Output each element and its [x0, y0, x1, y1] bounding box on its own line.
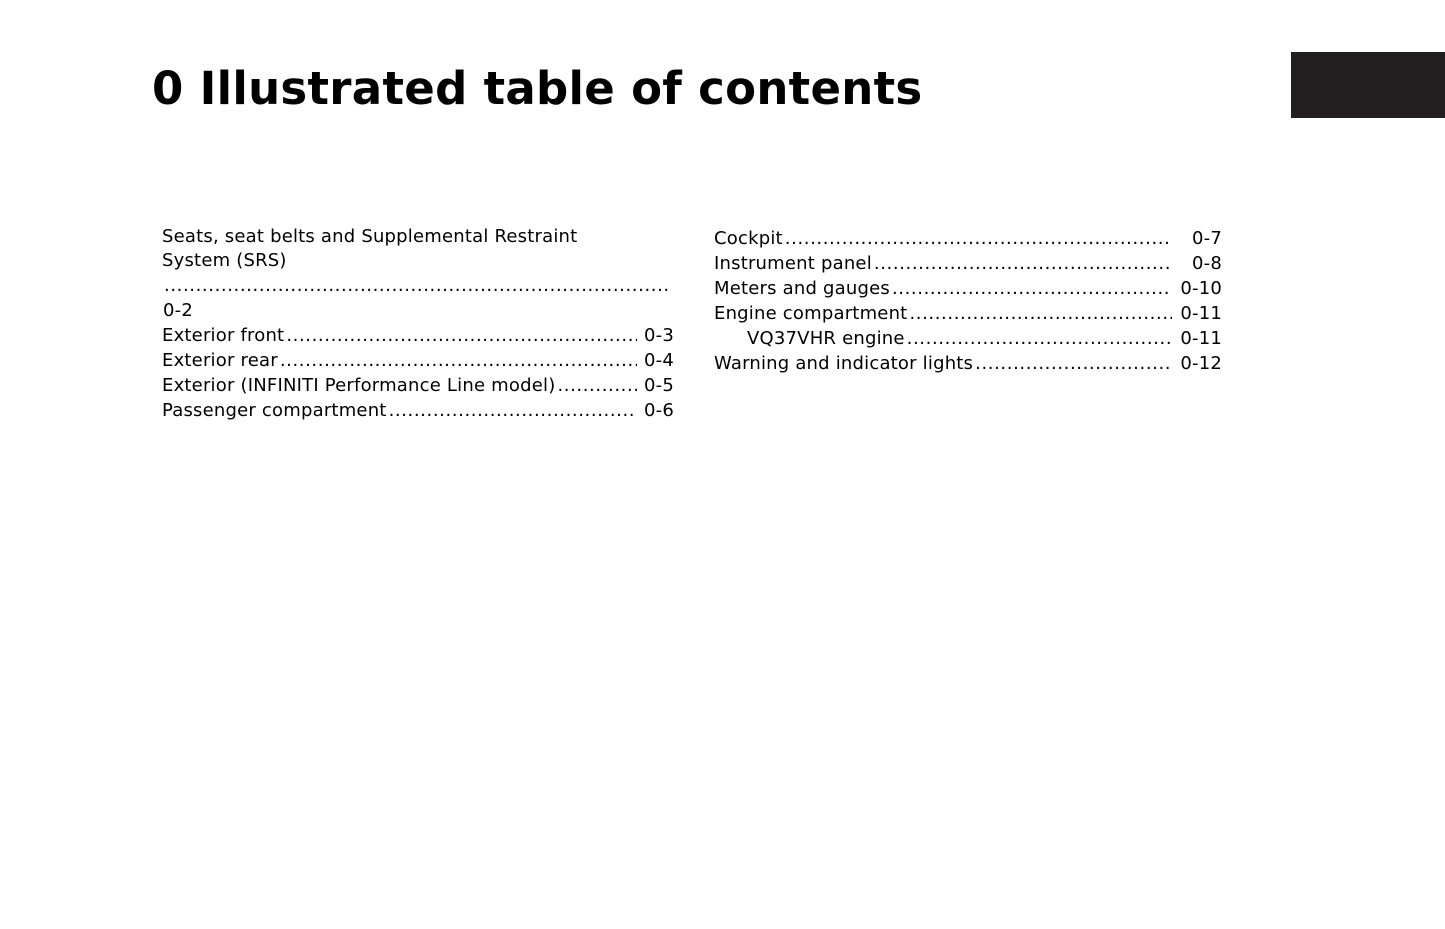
toc-entry-engine-compartment[interactable]	[714, 301, 1222, 326]
page-title: 0 Illustrated table of contents	[152, 62, 923, 115]
toc-entry-label: Passenger compartment	[162, 400, 387, 421]
toc-entry-exterior-rear[interactable]	[162, 348, 674, 373]
toc-entry-label: Warning and indicator lights	[714, 353, 974, 374]
toc-entry-page: 0-12	[1180, 353, 1222, 374]
toc-entry-label-line1: Seats, seat belts and Supplemental Restraint	[162, 226, 578, 247]
toc-entry-page: 0-7	[1192, 228, 1222, 249]
toc-entry-label: Exterior rear	[162, 350, 278, 371]
toc-entry-instrument-panel[interactable]	[714, 251, 1222, 276]
toc-right-column	[714, 226, 1222, 376]
toc-entry-label: Cockpit	[714, 228, 783, 249]
toc-entry-vq37vhr-engine[interactable]	[714, 326, 1222, 351]
toc-entry-meters-gauges[interactable]	[714, 276, 1222, 301]
toc-entry-page: 0-3	[644, 325, 674, 346]
toc-entry-seats-srs[interactable]	[162, 226, 674, 323]
dot-leader	[907, 326, 1172, 351]
toc-entry-page: 0-11	[1180, 328, 1222, 349]
toc-entry-page: 0-11	[1180, 303, 1222, 324]
toc-entry-page: 0-2	[163, 300, 193, 321]
dot-leader	[975, 351, 1172, 376]
chapter-tab	[1291, 52, 1445, 118]
toc-entry-exterior-front[interactable]	[162, 323, 674, 348]
toc-entry-label: Exterior front	[162, 325, 285, 346]
toc-entry-label: Exterior (INFINITI Performance Line model)	[162, 375, 556, 396]
toc-entry-page: 0-4	[644, 350, 674, 371]
dot-leader	[389, 398, 637, 423]
toc-entry-page: 0-8	[1192, 253, 1222, 274]
toc-entry-page: 0-6	[644, 400, 674, 421]
toc-entry-cockpit[interactable]	[714, 226, 1222, 251]
toc-left-column	[162, 226, 674, 423]
toc-entry-label: VQ37VHR engine	[747, 328, 905, 349]
toc-entry-page: 0-10	[1180, 278, 1222, 299]
dot-leader	[874, 251, 1172, 276]
dot-leader	[286, 323, 637, 348]
toc-entry-page: 0-5	[644, 375, 674, 396]
dot-leader	[164, 273, 668, 298]
toc-entry-label: Instrument panel	[714, 253, 872, 274]
toc-entry-label: System (SRS)	[162, 250, 287, 271]
dot-leader	[785, 226, 1172, 251]
toc-entry-label: Engine compartment	[714, 303, 908, 324]
dot-leader	[280, 348, 637, 373]
toc-entry-passenger-compartment[interactable]	[162, 398, 674, 423]
dot-leader	[892, 276, 1172, 301]
toc-entry-warning-lights[interactable]	[714, 351, 1222, 376]
toc-entry-label: Meters and gauges	[714, 278, 890, 299]
dot-leader	[557, 373, 637, 398]
dot-leader	[909, 301, 1172, 326]
toc-entry-exterior-ipl[interactable]	[162, 373, 674, 398]
